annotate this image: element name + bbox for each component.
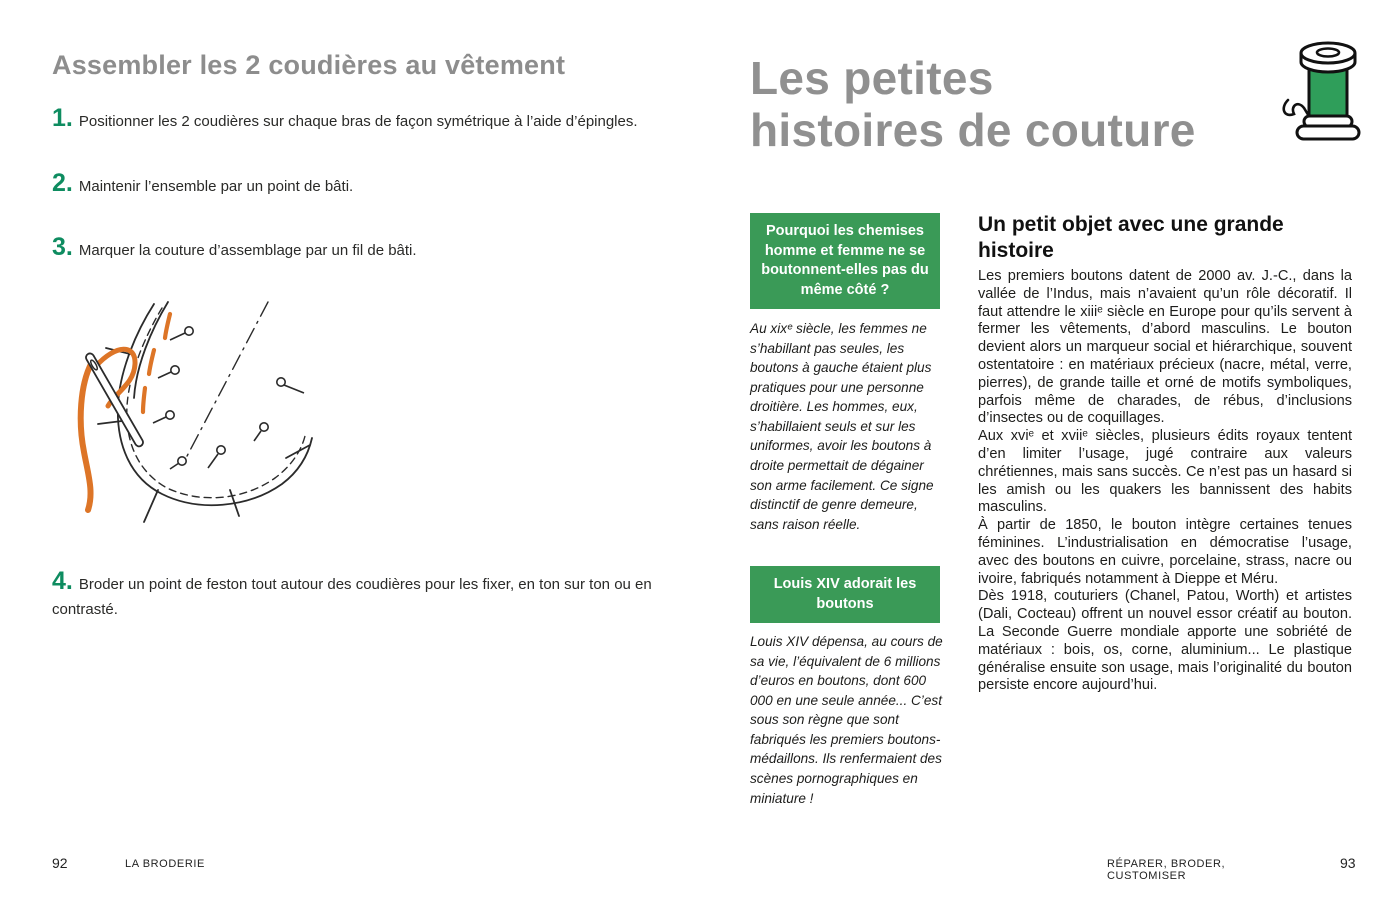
right-title-line2: histoires de couture: [750, 104, 1196, 157]
sidebar-text-louis-xiv: Louis XIV dépensa, au cours de sa vie, l’équivalent de 6 millions d’euros en boutons, dont 600 000 en une seule année... C’est sous son règne que sont fabriqués les premiers boutons-médaillons. Ils renfermaient des scènes pornographiques en miniature !: [750, 634, 943, 806]
step-3-text: Marquer la couture d’assemblage par un fil de bâti.: [78, 242, 417, 259]
step-1-text: Positionner les 2 coudières sur chaque bras de façon symétrique à l’aide d’épingles.: [78, 113, 638, 130]
step-2-text: Maintenir l’ensemble par un point de bâti.: [78, 178, 354, 195]
step-4-number: 4.: [52, 567, 73, 595]
orange-stitches: [143, 314, 170, 412]
article-paragraph: Dès 1918, couturiers (Chanel, Patou, Worth) et artistes (Dali, Cocteau) offrent un nouvel essor créatif au bouton. La Seconde Guerre mondiale apporte une sobriété de matériaux : bois, os, corne, aluminium... Le plastique généralise ensuite son usage, mais l’originalité du bouton persiste encore aujourd’hui.: [978, 588, 1352, 694]
callout-box-louis-xiv-label: Louis XIV adorait les boutons: [773, 576, 917, 612]
step-1-number: 1.: [52, 104, 73, 132]
sidebar-text-chemises: Au xixᵉ siècle, les femmes ne s’habillant pas seules, les boutons à gauche étaient plus pratiques pour une personne droitière. Les hommes, eux, s’habillaient seuls et sur les uniformes, avoir les boutons à droite permettait de dégainer son arme facilement. Ce signe distinctif de genre demeure, sans raison réelle.: [750, 321, 934, 532]
article-body: [978, 268, 1352, 695]
right-page-title: [750, 52, 1270, 157]
step-4: [52, 563, 672, 621]
left-page-title: Assembler les 2 coudières au vêtement: [52, 50, 566, 80]
callout-box-chemises: Pourquoi les chemises homme et femme ne se boutonnent-elles pas du même côté ?: [750, 213, 940, 309]
step-2: [52, 165, 672, 201]
article-paragraph: Les premiers boutons datent de 2000 av. J.-C., dans la vallée de l’Indus, mais n’avaient qu’un rôle décoratif. Il faut attendre le xiiiᵉ siècle en Europe pour qu’ils servent à fermer les vêtements, d’abord masculins. Le bouton devient alors un marqueur social et hiérarchique, souvent ostentatoire : en matériaux précieux (nacre, métal, verre, pierres), de grande taille et orné de motifs symboliques, parfois même de charades, de rébus, d’inclusions d’insectes ou de coquillages.: [978, 268, 1352, 427]
pins: [153, 327, 304, 469]
step-3: [52, 229, 672, 265]
article-paragraph: Aux xviᵉ et xviiᵉ siècles, plusieurs édits royaux tentent d’en limiter l’usage, jugé contraire aux valeurs chrétiennes, mais sans succès. Ce n’est pas un hasard si les amish ou les quakers les bannissent des habits masculins.: [978, 428, 1352, 516]
step-2-number: 2.: [52, 169, 73, 197]
callout-box-louis-xiv: [750, 566, 940, 623]
page-number-left: 92: [52, 855, 68, 871]
step-1: [52, 100, 672, 136]
step-3-number: 3.: [52, 233, 73, 261]
thread-spool-icon: [1282, 40, 1374, 144]
page-number-right: 93: [1340, 855, 1356, 871]
article-heading: Un petit objet avec une grande histoire: [978, 213, 1284, 263]
step-4-text: Broder un point de feston tout autour des coudières pour les fixer, en ton sur ton ou en contrasté.: [52, 576, 652, 619]
footer-section-right: RÉPARER, BRODER, CUSTOMISER: [1107, 858, 1226, 882]
elbow-patch-illustration: [58, 292, 340, 534]
footer-section-left: LA BRODERIE: [125, 858, 205, 870]
article-paragraph: À partir de 1850, le bouton intègre certaines tenues féminines. L’industrialisation en démocratise l’usage, avec des boutons en cuivre, porcelaine, strass, nacre ou ivoire, fabriqués notamment à Dieppe et Méru.: [978, 517, 1352, 587]
right-title-line1: Les petites: [750, 52, 994, 104]
